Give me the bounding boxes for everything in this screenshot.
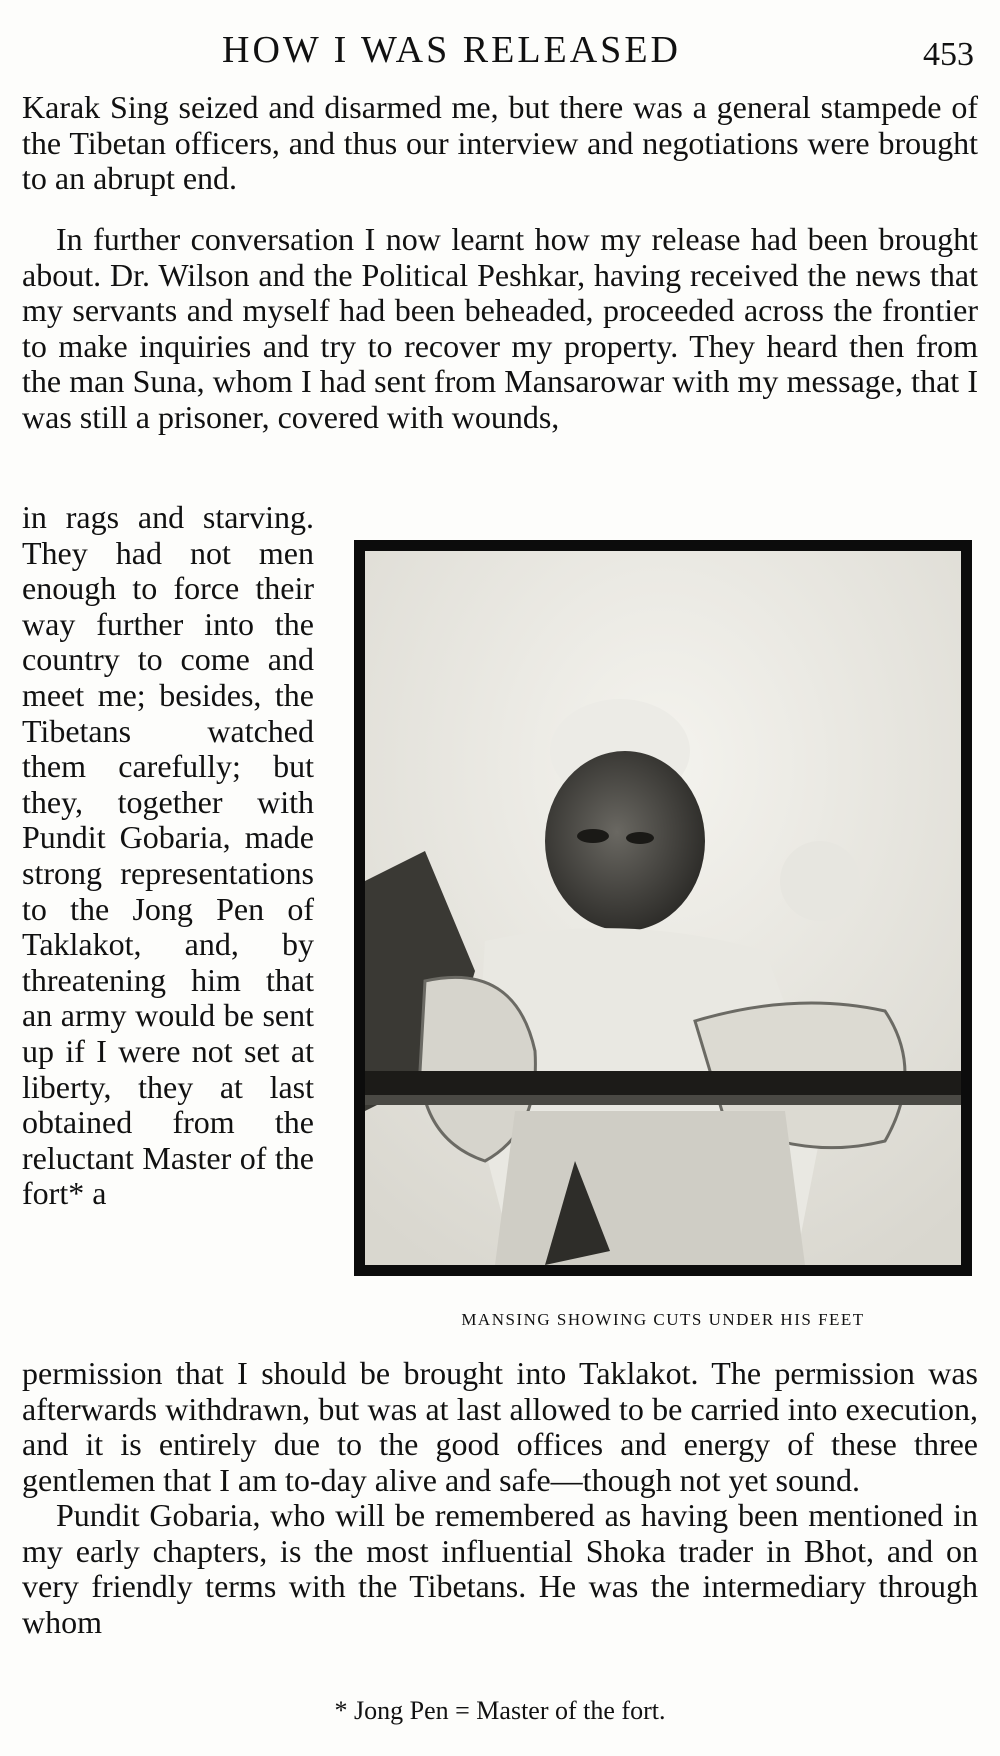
page-number: 453 [923, 36, 974, 73]
photo-illustration [365, 551, 961, 1265]
running-title: HOW I WAS RELEASED [222, 29, 681, 71]
paragraph-2-column: in rags and starving. They had not men enough to force their way further into the country to come and meet me; besides, the Tibetans watched them carefully; but they, together with Pundit Gobaria, made strong representations to the Jong Pen of Taklakot, and, by threatening him that an army would be sent up if I were not set at liberty, they at last obtained from the reluctant Master of the fort* a [22, 499, 314, 1212]
paragraph-3: Pundit Gobaria, who will be remembered as having been mentioned in my early chapters, is the most influential Shoka trader in Bhot, and on very friendly terms with the Tibetans. He was the intermediary through whom [22, 1497, 978, 1640]
photograph [354, 540, 972, 1276]
running-header [22, 22, 982, 82]
figure-caption: MANSING SHOWING CUTS UNDER HIS FEET [461, 1310, 865, 1329]
paragraph-2: In further conversation I now learnt how my release had been brought about. Dr. Wilson and the Political Peshkar, having received the news that my servants and myself had been beheaded, proceeded across the frontier to make inquiries and try to recover my property. They heard then from the man Suna, whom I had sent from Mansarowar with my message, that I was still a prisoner, covered with wounds, [22, 221, 978, 435]
paragraph-1: Karak Sing seized and disarmed me, but there was a general stampede of the Tibetan officers, and thus our interview and negotiations were brought to an abrupt end. [22, 89, 978, 197]
paragraph-2-end: permission that I should be brought into Taklakot. The permission was afterwards withdrawn, but was at last allowed to be carried into execution, and it is entirely due to the good offices and energy of these three gentlemen that I am to-day alive and safe—though not yet sound. [22, 1355, 978, 1498]
footnote: * Jong Pen = Master of the fort. [334, 1696, 666, 1725]
